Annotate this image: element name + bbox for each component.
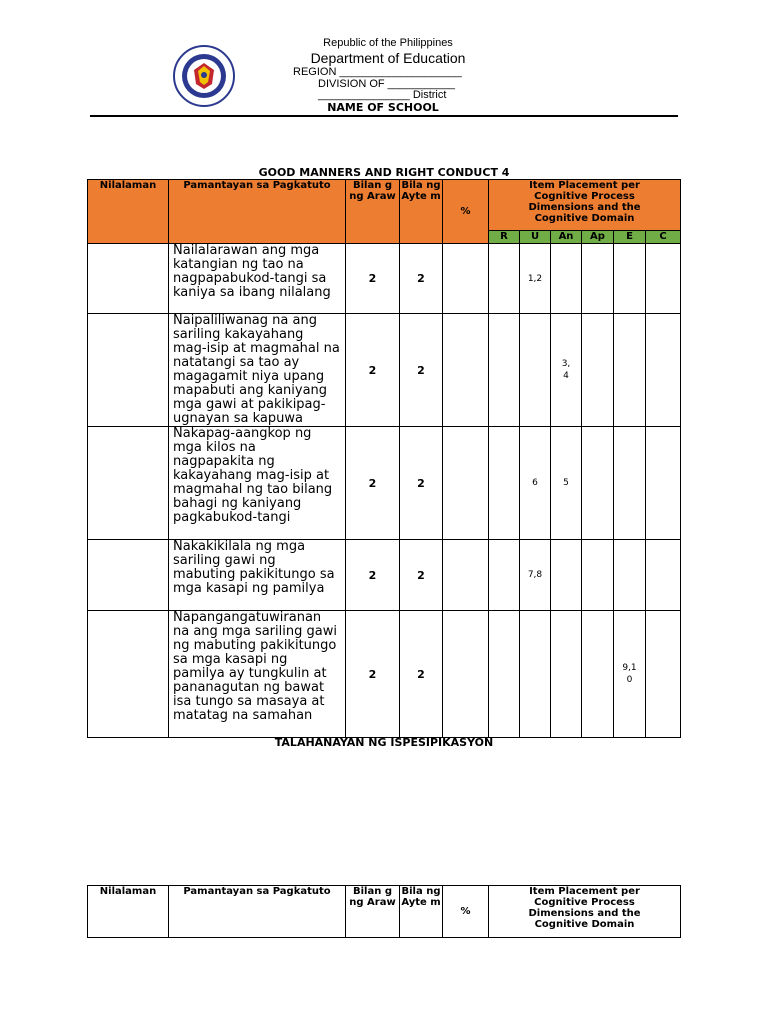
table-row: [88, 427, 681, 540]
r-cell: [489, 427, 520, 540]
col-percent: %: [443, 180, 489, 244]
department-name: Department of Education: [310, 50, 466, 66]
aytem-cell: 2: [400, 611, 443, 738]
subject-title: GOOD MANNERS AND RIGHT CONDUCT 4: [258, 166, 510, 179]
col-bilang-araw: Bilan g ng Araw: [346, 886, 400, 938]
col-pamantayan: Pamantayan sa Pagkatuto: [169, 180, 346, 244]
domain-ap: Ap: [582, 231, 614, 244]
e-cell: [614, 427, 646, 540]
table-row: [88, 314, 681, 427]
nilalaman-cell: [88, 314, 169, 427]
nilalaman-cell: [88, 244, 169, 314]
an-cell: [551, 540, 582, 611]
u-cell: [520, 314, 551, 427]
competency-text: Nakapag-aangkop ng mga kilos na nagpapakita ng kakayahang mag-isip at magmahal ng tao bilang bahagi ng kaniyang pagkabukod-tangi: [169, 427, 346, 540]
header-divider: [90, 115, 678, 117]
u-cell: 6: [520, 427, 551, 540]
table-caption: TALAHANAYAN NG ISPESIPIKASYON: [274, 736, 494, 749]
u-cell: 1,2: [520, 244, 551, 314]
school-name: NAME OF SCHOOL: [327, 101, 439, 114]
republic-line: Republic of the Philippines: [323, 37, 453, 49]
ap-cell: [582, 314, 614, 427]
col-pamantayan: Pamantayan sa Pagkatuto: [169, 886, 346, 938]
an-cell: [551, 244, 582, 314]
c-cell: [646, 314, 681, 427]
percent-cell: [443, 314, 489, 427]
araw-cell: 2: [346, 427, 400, 540]
table-row: [88, 611, 681, 738]
domain-e: E: [614, 231, 646, 244]
specification-table: [87, 179, 681, 738]
percent-cell: [443, 540, 489, 611]
aytem-cell: 2: [400, 540, 443, 611]
araw-cell: 2: [346, 244, 400, 314]
percent-cell: [443, 611, 489, 738]
ap-cell: [582, 611, 614, 738]
u-cell: [520, 611, 551, 738]
nilalaman-cell: [88, 611, 169, 738]
domain-r: R: [489, 231, 520, 244]
col-item-placement: Item Placement per Cognitive Process Dimensions and the Cognitive Domain: [489, 886, 681, 938]
an-cell: 5: [551, 427, 582, 540]
competency-text: Nakakikilala ng mga sariling gawi ng mabuting pakikitungo sa mga kasapi ng pamilya: [169, 540, 346, 611]
r-cell: [489, 244, 520, 314]
e-cell: 9,1 0: [614, 611, 646, 738]
deped-seal-logo: [172, 44, 236, 108]
percent-cell: [443, 244, 489, 314]
e-cell: [614, 244, 646, 314]
table-row: [88, 244, 681, 314]
aytem-cell: 2: [400, 314, 443, 427]
r-cell: [489, 611, 520, 738]
araw-cell: 2: [346, 611, 400, 738]
c-cell: [646, 427, 681, 540]
col-percent: %: [443, 886, 489, 938]
aytem-cell: 2: [400, 244, 443, 314]
nilalaman-cell: [88, 540, 169, 611]
col-bilang-araw: Bilan g ng Araw: [346, 180, 400, 244]
r-cell: [489, 540, 520, 611]
district-line: _______________ District: [318, 89, 447, 101]
col-nilalaman: Nilalaman: [88, 180, 169, 244]
table-row: [88, 540, 681, 611]
ap-cell: [582, 427, 614, 540]
c-cell: [646, 244, 681, 314]
col-nilalaman: Nilalaman: [88, 886, 169, 938]
araw-cell: 2: [346, 314, 400, 427]
percent-cell: [443, 427, 489, 540]
c-cell: [646, 540, 681, 611]
e-cell: [614, 314, 646, 427]
region-line: REGION ____________________: [293, 66, 462, 78]
col-item-placement: Item Placement per Cognitive Process Dimensions and the Cognitive Domain: [489, 180, 681, 231]
c-cell: [646, 611, 681, 738]
competency-text: Nailalarawan ang mga katangian ng tao na nagpapabukod-tangi sa kaniya sa ibang nilalang: [169, 244, 346, 314]
aytem-cell: 2: [400, 427, 443, 540]
e-cell: [614, 540, 646, 611]
u-cell: 7,8: [520, 540, 551, 611]
nilalaman-cell: [88, 427, 169, 540]
specification-table-page2: [87, 885, 681, 938]
ap-cell: [582, 244, 614, 314]
division-line: DIVISION OF ___________: [318, 78, 455, 90]
domain-c: C: [646, 231, 681, 244]
competency-text: Napangangatuwiranan na ang mga sariling gawi ng mabuting pakikitungo sa mga kasapi ng pamilya ay tungkulin at pananagutan ng bawat isa tungo sa masaya at matatag na samahan: [169, 611, 346, 738]
an-cell: 3, 4: [551, 314, 582, 427]
domain-an: An: [551, 231, 582, 244]
r-cell: [489, 314, 520, 427]
araw-cell: 2: [346, 540, 400, 611]
col-bilang-aytem: Bila ng Ayte m: [400, 886, 443, 938]
col-bilang-aytem: Bila ng Ayte m: [400, 180, 443, 244]
domain-u: U: [520, 231, 551, 244]
ap-cell: [582, 540, 614, 611]
competency-text: Naipaliliwanag na ang sariling kakayahang mag-isip at magmahal na natatangi sa tao ay magagamit niya upang mapabuti ang kaniyang mga gawi at pakikipag-ugnayan sa kapuwa: [169, 314, 346, 427]
an-cell: [551, 611, 582, 738]
